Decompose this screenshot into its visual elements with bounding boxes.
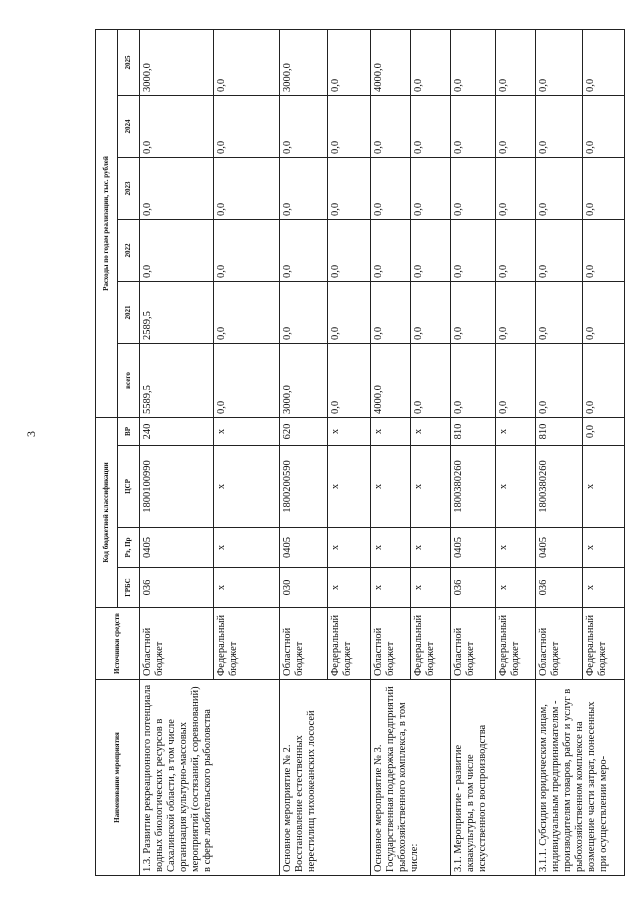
source-cell: Федеральный бюджет: [328, 608, 370, 680]
source-cell: Областной бюджет: [451, 608, 495, 680]
year-2022-cell: 0,0: [140, 219, 214, 281]
year-2024-cell: 0,0: [495, 95, 535, 157]
year-2023-cell: 0,0: [582, 157, 624, 219]
rzpr-cell: х: [214, 528, 280, 568]
source-cell: Областной бюджет: [140, 608, 214, 680]
year-2022-cell: 0,0: [495, 219, 535, 281]
year-2023-cell: 0,0: [214, 157, 280, 219]
table-row: [279, 29, 328, 875]
vr-cell: 0,0: [582, 417, 624, 445]
activity-name-cell: Основное мероприятие № 3. Государственная поддержка предприятий рыбохозяйственного комплекса, в том числе:: [370, 680, 450, 876]
year-2022-cell: 0,0: [328, 219, 370, 281]
csr-cell: х: [370, 446, 410, 528]
year-2021-cell: 0,0: [214, 281, 280, 343]
header-name: Наименование мероприятия: [96, 680, 140, 876]
year-2021-cell: 2589,5: [140, 281, 214, 343]
year-2021-cell: 0,0: [370, 281, 410, 343]
rzpr-cell: 0405: [279, 528, 328, 568]
year-2024-cell: 0,0: [214, 95, 280, 157]
header-grbs: ГРБС: [118, 568, 140, 608]
grbs-cell: 036: [140, 568, 214, 608]
source-cell: Федеральный бюджет: [582, 608, 624, 680]
year-2023-cell: 0,0: [495, 157, 535, 219]
rzpr-cell: х: [411, 528, 451, 568]
year-2025-cell: 0,0: [495, 29, 535, 95]
year-2022-cell: 0,0: [535, 219, 582, 281]
total-cell: 0,0: [214, 343, 280, 417]
year-2025-cell: 3000,0: [279, 29, 328, 95]
year-2023-cell: 0,0: [451, 157, 495, 219]
year-2023-cell: 0,0: [140, 157, 214, 219]
grbs-cell: 036: [535, 568, 582, 608]
activity-name-cell: Основное мероприятие № 2. Восстановление естественных нерестилищ тихоокеанских лососей: [279, 680, 370, 876]
total-cell: 0,0: [328, 343, 370, 417]
activity-name-cell: 3.1.1. Субсидии юридическим лицам, индивидуальным предпринимателям - производителям товаров, работ и услуг в рыбохозяйственном комплексе на возмещение части затрат, понесенных при осуществлении меро-: [535, 680, 624, 876]
source-cell: Областной бюджет: [535, 608, 582, 680]
csr-cell: х: [214, 446, 280, 528]
total-cell: 0,0: [582, 343, 624, 417]
year-2022-cell: 0,0: [214, 219, 280, 281]
year-2024-cell: 0,0: [370, 95, 410, 157]
year-2025-cell: 0,0: [411, 29, 451, 95]
grbs-cell: х: [411, 568, 451, 608]
year-2023-cell: 0,0: [328, 157, 370, 219]
vr-cell: 240: [140, 417, 214, 445]
vr-cell: х: [328, 417, 370, 445]
csr-cell: х: [582, 446, 624, 528]
year-2025-cell: 4000,0: [370, 29, 410, 95]
year-2023-cell: 0,0: [411, 157, 451, 219]
grbs-cell: х: [495, 568, 535, 608]
year-2021-cell: 0,0: [451, 281, 495, 343]
total-cell: 3000,0: [279, 343, 328, 417]
header-year-2024: 2024: [118, 95, 140, 157]
total-cell: 5589,5: [140, 343, 214, 417]
year-2021-cell: 0,0: [328, 281, 370, 343]
year-2022-cell: 0,0: [451, 219, 495, 281]
source-cell: Федеральный бюджет: [495, 608, 535, 680]
source-cell: Областной бюджет: [370, 608, 410, 680]
year-2025-cell: 0,0: [451, 29, 495, 95]
vr-cell: х: [214, 417, 280, 445]
header-csr: ЦСР: [118, 446, 140, 528]
vr-cell: х: [411, 417, 451, 445]
total-cell: 0,0: [495, 343, 535, 417]
year-2023-cell: 0,0: [535, 157, 582, 219]
year-2022-cell: 0,0: [370, 219, 410, 281]
csr-cell: 1800200590: [279, 446, 328, 528]
rzpr-cell: х: [495, 528, 535, 568]
table-row: [370, 29, 410, 875]
header-budget-code: Код бюджетной классификации: [96, 417, 118, 607]
year-2021-cell: 0,0: [582, 281, 624, 343]
header-total: всего: [118, 343, 140, 417]
year-2024-cell: 0,0: [140, 95, 214, 157]
year-2021-cell: 0,0: [535, 281, 582, 343]
header-year-2023: 2023: [118, 157, 140, 219]
source-cell: Областной бюджет: [279, 608, 328, 680]
grbs-cell: 030: [279, 568, 328, 608]
total-cell: 4000,0: [370, 343, 410, 417]
source-cell: Федеральный бюджет: [214, 608, 280, 680]
total-cell: 0,0: [451, 343, 495, 417]
year-2022-cell: 0,0: [582, 219, 624, 281]
vr-cell: х: [370, 417, 410, 445]
budget-table: [95, 29, 625, 876]
rzpr-cell: х: [370, 528, 410, 568]
grbs-cell: 036: [451, 568, 495, 608]
year-2025-cell: 0,0: [582, 29, 624, 95]
vr-cell: х: [495, 417, 535, 445]
table-body: [140, 29, 625, 875]
header-expenses: Расходы по годам реализации, тыс. рублей: [96, 29, 118, 417]
rzpr-cell: 0405: [451, 528, 495, 568]
year-2025-cell: 0,0: [535, 29, 582, 95]
grbs-cell: х: [582, 568, 624, 608]
year-2024-cell: 0,0: [411, 95, 451, 157]
year-2024-cell: 0,0: [535, 95, 582, 157]
year-2023-cell: 0,0: [370, 157, 410, 219]
activity-name-cell: 3.1. Мероприятие - развитие аквакультуры, в том числе искусственного воспроизводства: [451, 680, 536, 876]
table-row: [451, 29, 495, 875]
grbs-cell: х: [370, 568, 410, 608]
page-number: 3: [24, 431, 38, 437]
table-row: [140, 29, 214, 875]
vr-cell: 810: [451, 417, 495, 445]
year-2023-cell: 0,0: [279, 157, 328, 219]
grbs-cell: х: [214, 568, 280, 608]
year-2021-cell: 0,0: [279, 281, 328, 343]
header-year-2021: 2021: [118, 281, 140, 343]
table-row: [535, 29, 582, 875]
budget-table-wrapper: [95, 30, 625, 876]
year-2024-cell: 0,0: [279, 95, 328, 157]
csr-cell: 1800380260: [535, 446, 582, 528]
csr-cell: 1800100990: [140, 446, 214, 528]
header-year-2022: 2022: [118, 219, 140, 281]
vr-cell: 810: [535, 417, 582, 445]
csr-cell: х: [495, 446, 535, 528]
rzpr-cell: 0405: [140, 528, 214, 568]
header-vr: ВР: [118, 417, 140, 445]
rzpr-cell: х: [582, 528, 624, 568]
header-year-2025: 2025: [118, 29, 140, 95]
grbs-cell: х: [328, 568, 370, 608]
year-2021-cell: 0,0: [411, 281, 451, 343]
header-source: Источники средств: [96, 608, 140, 680]
year-2024-cell: 0,0: [451, 95, 495, 157]
vr-cell: 620: [279, 417, 328, 445]
csr-cell: 1800380260: [451, 446, 495, 528]
header-rzpr: Рз, Пр: [118, 528, 140, 568]
year-2021-cell: 0,0: [495, 281, 535, 343]
year-2022-cell: 0,0: [411, 219, 451, 281]
total-cell: 0,0: [411, 343, 451, 417]
activity-name-cell: 1.3. Развитие рекреационного потенциала водных биологических ресурсов в Сахалинской области, в том числе организация культурно-массовых мероприятий (состязаний, соревнований) в сфере любительского рыболовства: [140, 680, 280, 876]
rzpr-cell: х: [328, 528, 370, 568]
total-cell: 0,0: [535, 343, 582, 417]
source-cell: Федеральный бюджет: [411, 608, 451, 680]
csr-cell: х: [328, 446, 370, 528]
csr-cell: х: [411, 446, 451, 528]
year-2024-cell: 0,0: [582, 95, 624, 157]
rzpr-cell: 0405: [535, 528, 582, 568]
year-2025-cell: 0,0: [214, 29, 280, 95]
year-2024-cell: 0,0: [328, 95, 370, 157]
year-2022-cell: 0,0: [279, 219, 328, 281]
year-2025-cell: 0,0: [328, 29, 370, 95]
year-2025-cell: 3000,0: [140, 29, 214, 95]
